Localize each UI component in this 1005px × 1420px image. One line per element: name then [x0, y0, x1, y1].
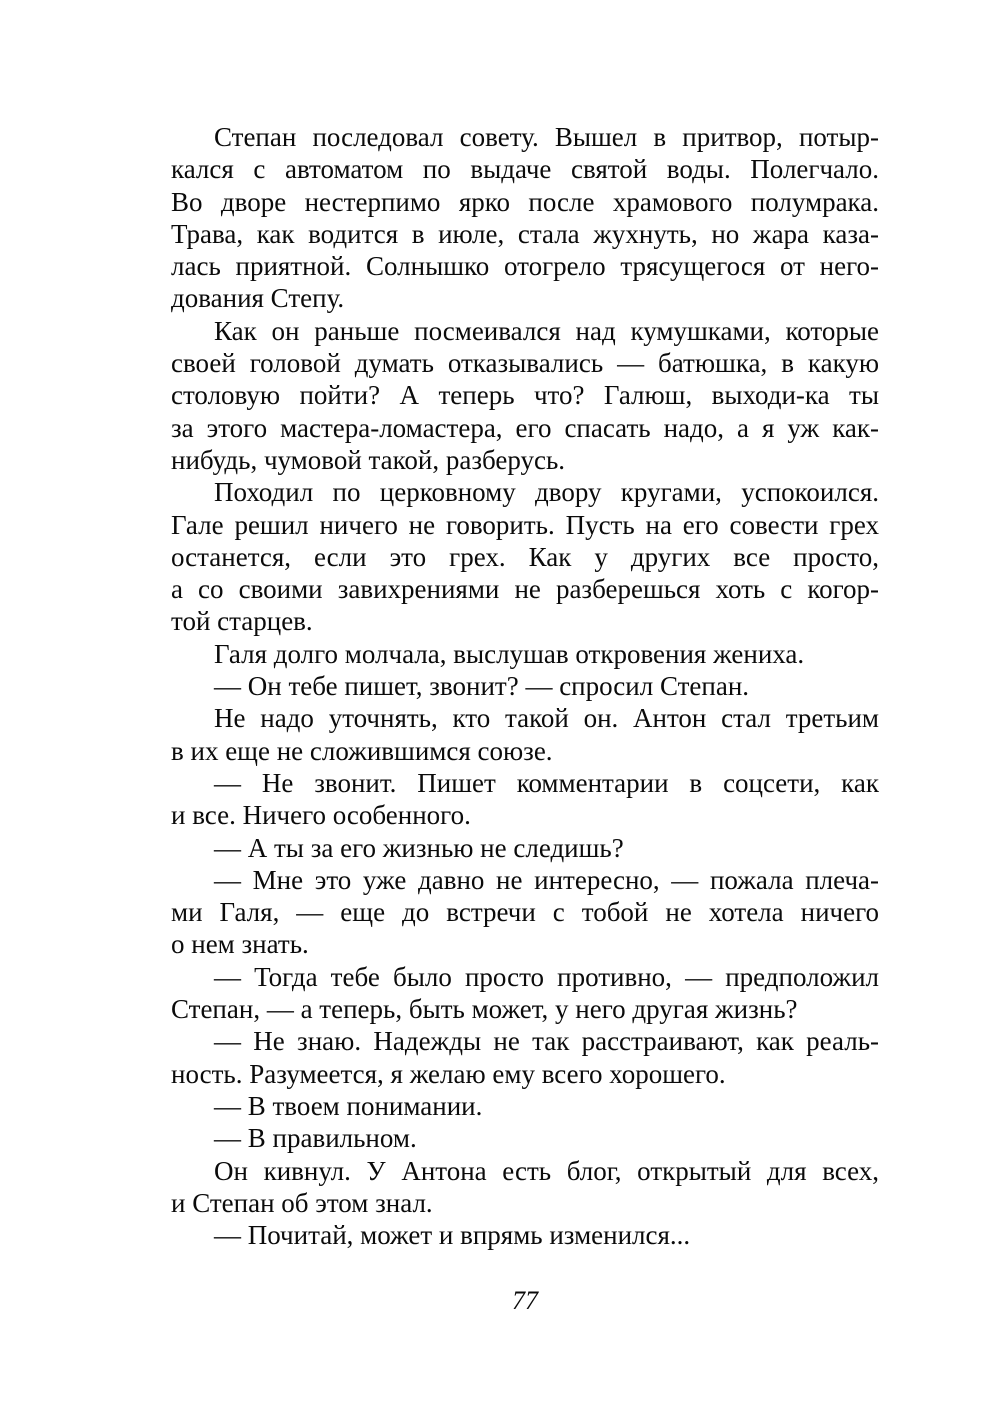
- paragraph: [171, 767, 879, 832]
- paragraph: [171, 670, 879, 702]
- text-line: лась приятной. Солнышко отогрело трясущегося от него-: [171, 251, 879, 282]
- text-line: — Мне это уже давно не интересно, — пожала плеча-: [214, 864, 879, 895]
- paragraph: [171, 638, 879, 670]
- text-line: и Степан об этом знал.: [171, 1187, 433, 1218]
- text-line: Гале решил ничего не говорить. Пусть на его совести грех: [171, 509, 879, 540]
- text-line: Трава, как водится в июле, стала жухнуть, но жара каза-: [171, 218, 879, 249]
- text-line: Не надо уточнять, кто такой он. Антон стал третьим: [214, 703, 879, 734]
- text-line: в их еще не сложившимся союзе.: [171, 735, 553, 766]
- page-number: 77: [512, 1286, 538, 1315]
- paragraph: [171, 702, 879, 767]
- paragraph: [171, 1219, 879, 1251]
- paragraph: [171, 832, 879, 864]
- text-line: Степан, — а теперь, быть может, у него другая жизнь?: [171, 994, 798, 1025]
- text-line: Он кивнул. У Антона есть блог, открытый для всех,: [214, 1155, 879, 1186]
- text-line: о нем знать.: [171, 929, 309, 960]
- text-line: и все. Ничего особенного.: [171, 800, 471, 831]
- paragraph: [171, 864, 879, 961]
- text-line: — В твоем понимании.: [214, 1090, 483, 1121]
- text-line: — В правильном.: [214, 1123, 417, 1154]
- paragraph: [171, 961, 879, 1026]
- text-line: — Не знаю. Надежды не так расстраивают, как реаль-: [214, 1026, 879, 1057]
- text-line: за этого мастера-ломастера, его спасать надо, а я уж как-: [171, 412, 879, 443]
- text-line: — Почитай, может и впрямь изменился...: [214, 1220, 691, 1251]
- text-line: Галя долго молчала, выслушав откровения жениха.: [214, 638, 805, 669]
- text-line: дования Степу.: [171, 283, 345, 314]
- text-line: той старцев.: [171, 606, 313, 637]
- text-line: — Не звонит. Пишет комментарии в соцсети, как: [214, 767, 879, 798]
- text-line: — Он тебе пишет, звонит? — спросил Степан.: [214, 671, 750, 702]
- text-line: останется, если это грех. Как у других все просто,: [171, 541, 879, 572]
- text-line: а со своими завихрениями не разберешься хоть с когор-: [171, 574, 879, 605]
- paragraph: [171, 476, 879, 637]
- paragraph: [171, 1155, 879, 1220]
- text-line: ми Галя, — еще до встречи с тобой не хотела ничего: [171, 897, 879, 928]
- paragraph: [171, 1090, 879, 1122]
- text-line: Степан последовал совету. Вышел в притвор, потыр-: [214, 122, 879, 152]
- paragraph: [171, 315, 879, 476]
- text-line: столовую пойти? А теперь что? Галюш, выходи-ка ты: [171, 380, 879, 411]
- paragraph: [171, 121, 879, 315]
- paragraph: [171, 1025, 879, 1090]
- text-line: своей головой думать отказывались — батюшка, в какую: [171, 348, 879, 379]
- text-line: ность. Разумеется, я желаю ему всего хорошего.: [171, 1058, 726, 1089]
- text-block: [171, 121, 879, 1251]
- text-line: Во дворе нестерпимо ярко после храмового полумрака.: [171, 186, 879, 217]
- text-line: — А ты за его жизнью не следишь?: [214, 832, 624, 863]
- text-line: нибудь, чумовой такой, разберусь.: [171, 444, 566, 475]
- text-line: — Тогда тебе было просто противно, — предположил: [214, 961, 879, 992]
- text-line: Как он раньше посмеивался над кумушками, которые: [214, 315, 879, 346]
- text-line: Походил по церковному двору кругами, успокоился.: [214, 477, 879, 508]
- text-line: кался с автоматом по выдаче святой воды. Полегчало.: [171, 154, 879, 185]
- paragraph: [171, 1122, 879, 1154]
